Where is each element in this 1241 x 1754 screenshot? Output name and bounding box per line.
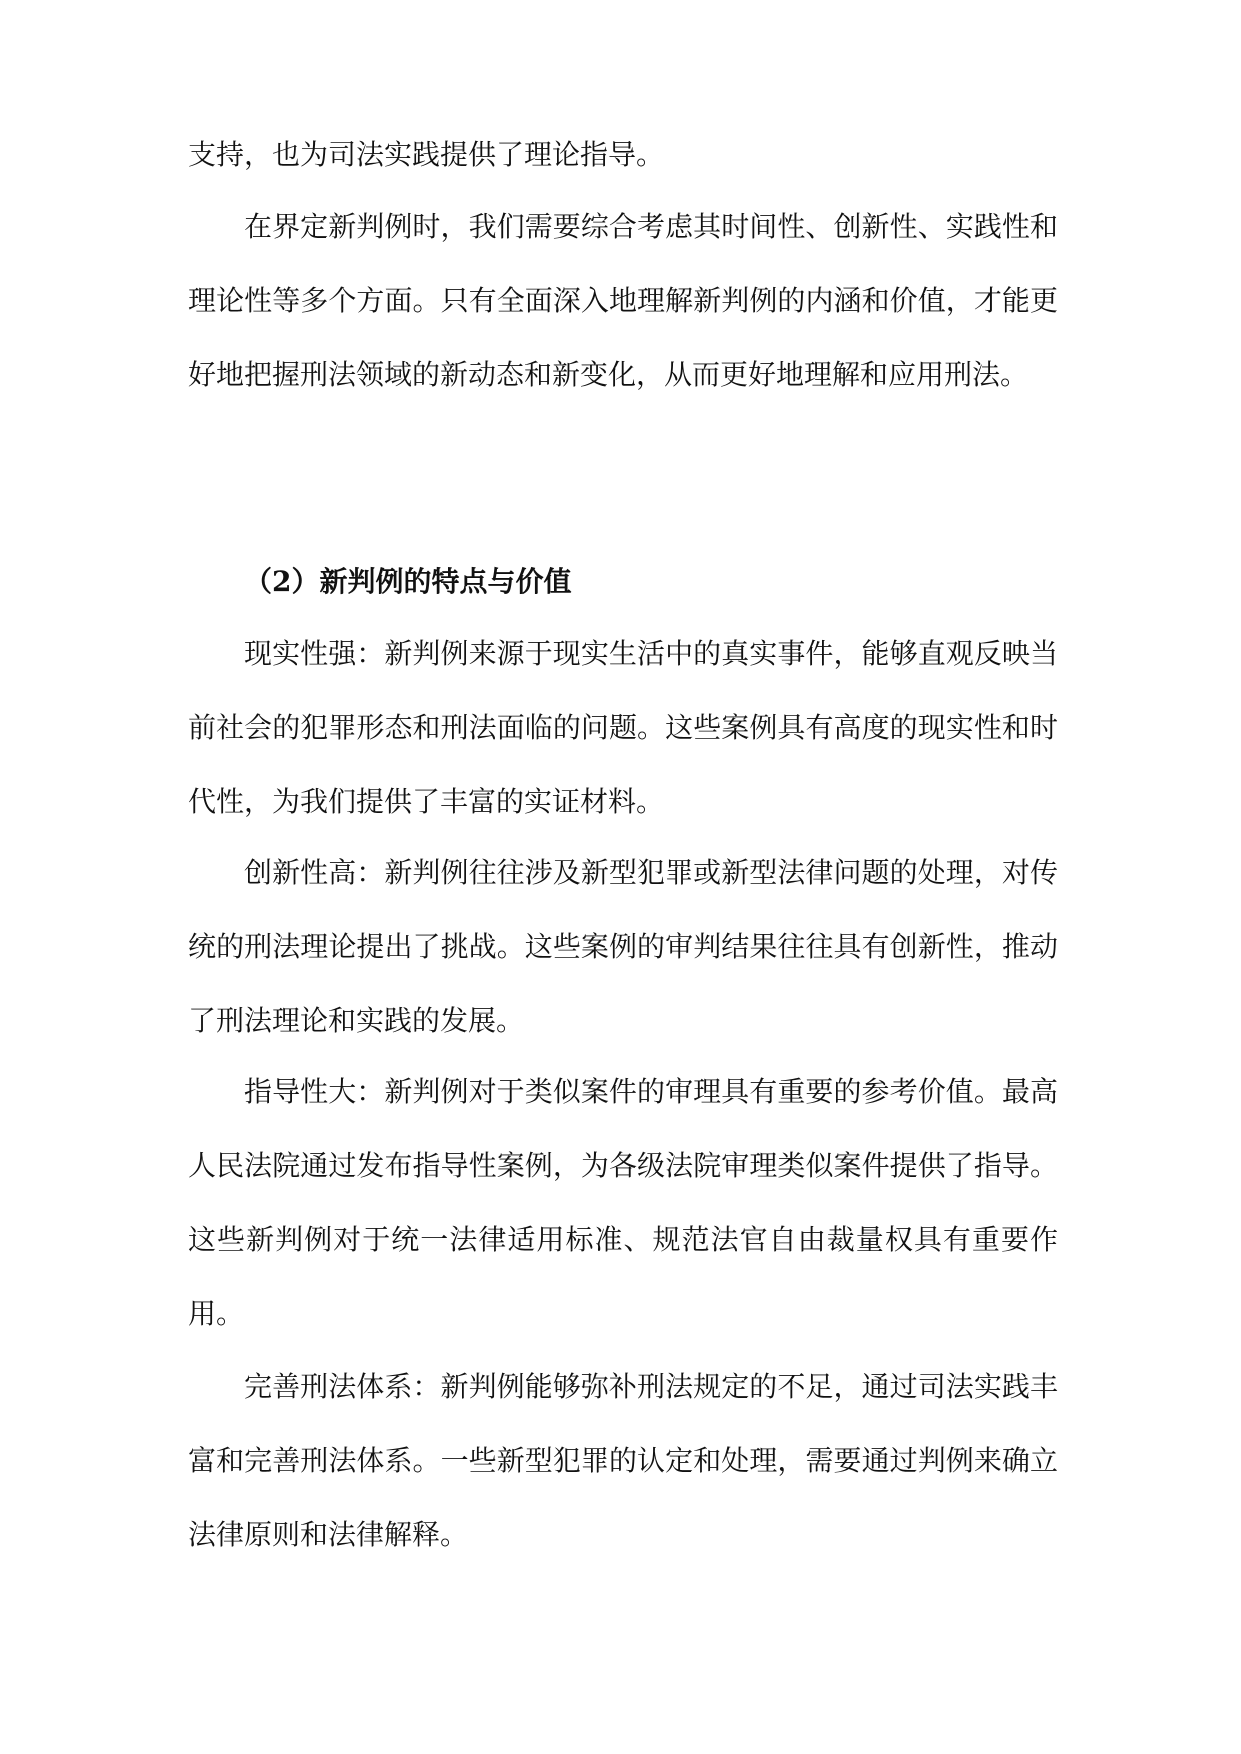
paragraph-innovation <box>188 836 1058 1058</box>
paragraph-text: 指导性大：新判例对于类似案件的审理具有重要的参考价值。最高人民法院通过发布指导性案例，为各级法院审理类似案件提供了指导。这些新判例对于统一法律适用标准、规范法官自由裁量权具有重要作用。 <box>188 1075 1058 1330</box>
paragraph-text: 完善刑法体系：新判例能够弥补刑法规定的不足，通过司法实践丰富和完善刑法体系。一些新型犯罪的认定和处理，需要通过判例来确立法律原则和法律解释。 <box>188 1370 1058 1551</box>
section-heading: （2）新判例的特点与价值 <box>244 565 572 598</box>
paragraph-continuation <box>188 118 1058 192</box>
paragraph-text: 现实性强：新判例来源于现实生活中的真实事件，能够直观反映当前社会的犯罪形态和刑法面临的问题。这些案例具有高度的现实性和时代性，为我们提供了丰富的实证材料。 <box>188 637 1058 818</box>
section-heading-block <box>188 545 1058 619</box>
paragraph-system <box>188 1350 1058 1572</box>
paragraph-realism <box>188 617 1058 839</box>
paragraph-text: 创新性高：新判例往往涉及新型犯罪或新型法律问题的处理，对传统的刑法理论提出了挑战。这些案例的审判结果往往具有创新性，推动了刑法理论和实践的发展。 <box>188 856 1058 1037</box>
paragraph-definition <box>188 190 1058 412</box>
paragraph-guidance <box>188 1055 1058 1351</box>
paragraph-text: 在界定新判例时，我们需要综合考虑其时间性、创新性、实践性和理论性等多个方面。只有全面深入地理解新判例的内涵和价值，才能更好地把握刑法领域的新动态和新变化，从而更好地理解和应用刑法。 <box>188 210 1058 391</box>
paragraph-text: 支持，也为司法实践提供了理论指导。 <box>188 138 665 171</box>
